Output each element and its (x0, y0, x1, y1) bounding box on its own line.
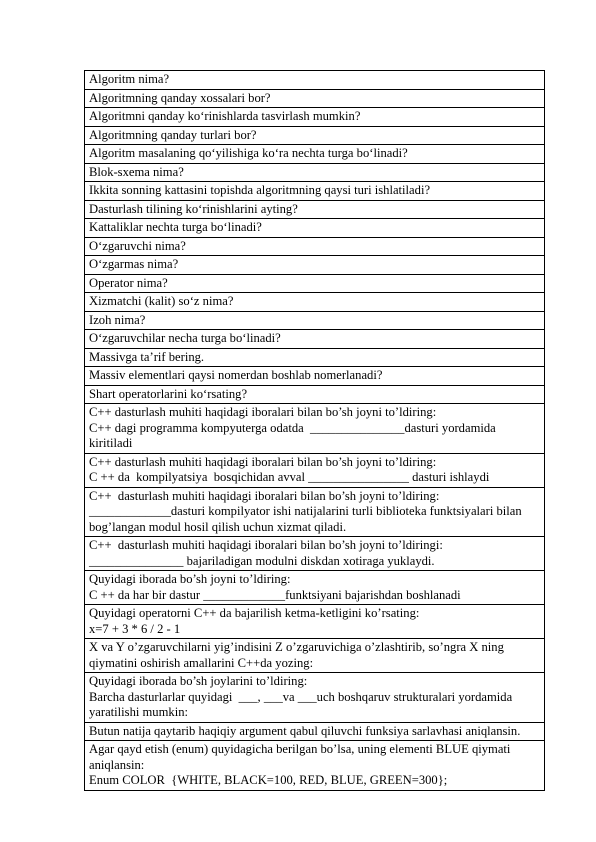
question-cell: Operator nima? (85, 274, 545, 293)
table-row (85, 71, 545, 90)
question-cell: Quyidagi operatorni C++ da bajarilish ketma-ketligini ko’rsating: x=7 + 3 * 6 / 2 - 1 (85, 605, 545, 639)
table-row (85, 348, 545, 367)
question-cell: Algoritmni qanday koʻrinishlarda tasvirlash mumkin? (85, 108, 545, 127)
table-row (85, 404, 545, 454)
question-cell: Xizmatchi (kalit) soʻz nima? (85, 293, 545, 312)
questions-table (84, 70, 545, 791)
table-row (85, 256, 545, 275)
question-cell: Dasturlash tilining koʻrinishlarini ayting? (85, 200, 545, 219)
table-row (85, 293, 545, 312)
table-row (85, 274, 545, 293)
question-cell: Agar qayd etish (enum) quyidagicha berilgan bo’lsa, uning elementi BLUE qiymati aniqlansin: Enum COLOR {WHITE, BLACK=100, RED, BLUE, GREEN=300}; (85, 741, 545, 791)
table-row (85, 237, 545, 256)
question-cell: X va Y o’zgaruvchilarni yig’indisini Z o’zgaruvichiga o’zlashtirib, so’ngra X ning qiymatini oshirish amallarini C++da yozing: (85, 639, 545, 673)
table-row (85, 367, 545, 386)
table-row (85, 605, 545, 639)
table-row (85, 673, 545, 723)
question-cell: Algoritmning qanday xossalari bor? (85, 89, 545, 108)
table-row (85, 385, 545, 404)
table-row (85, 741, 545, 791)
question-cell: Blok-sxema nima? (85, 163, 545, 182)
question-cell: Quyidagi iborada bo’sh joyni to’ldiring: C ++ da har bir dastur _____________funktsiyani bajarishdan boshlanadi (85, 571, 545, 605)
table-row (85, 639, 545, 673)
question-cell: C++ dasturlash muhiti haqidagi iboralari bilan bo’sh joyni to’ldiringi: _______________ bajariladigan modulni diskdan xotiraga yuklaydi. (85, 537, 545, 571)
table-row (85, 722, 545, 741)
question-cell: Butun natija qaytarib haqiqiy argument qabul qiluvchi funksiya sarlavhasi aniqlansin. (85, 722, 545, 741)
table-row (85, 453, 545, 487)
table-row (85, 89, 545, 108)
question-cell: Oʻzgaruvchi nima? (85, 237, 545, 256)
table-row (85, 537, 545, 571)
question-cell: Oʻzgaruvchilar necha turga boʻlinadi? (85, 330, 545, 349)
table-row (85, 200, 545, 219)
question-cell: Kattaliklar nechta turga boʻlinadi? (85, 219, 545, 238)
table-row (85, 108, 545, 127)
question-cell: Algoritmning qanday turlari bor? (85, 126, 545, 145)
question-cell: Ikkita sonning kattasini topishda algoritmning qaysi turi ishlatiladi? (85, 182, 545, 201)
question-cell: Massiv elementlari qaysi nomerdan boshlab nomerlanadi? (85, 367, 545, 386)
table-row (85, 182, 545, 201)
question-cell: Shart operatorlarini koʻrsating? (85, 385, 545, 404)
table-row (85, 311, 545, 330)
table-row (85, 126, 545, 145)
table-row (85, 330, 545, 349)
question-cell: C++ dasturlash muhiti haqidagi iboralari bilan bo’sh joyni to’ldiring: C++ dagi programma kompyuterga odatda _______________dasturi yordamida kiritiladi (85, 404, 545, 454)
question-cell: Algoritm masalaning qoʻyilishiga koʻra nechta turga boʻlinadi? (85, 145, 545, 164)
question-cell: C++ dasturlash muhiti haqidagi iboralari bilan bo’sh joyni to’ldiring: C ++ da kompilyatsiya bosqichidan avval ________________ dasturi ishlaydi (85, 453, 545, 487)
table-row (85, 163, 545, 182)
question-cell: Algoritm nima? (85, 71, 545, 90)
question-cell: Izoh nima? (85, 311, 545, 330)
table-row (85, 571, 545, 605)
question-cell: Oʻzgarmas nima? (85, 256, 545, 275)
table-row (85, 487, 545, 537)
question-cell: Quyidagi iborada bo’sh joylarini to’ldiring: Barcha dasturlarlar quyidagi ___, ___va ___uch boshqaruv strukturalari yordamida yaratilishi mumkin: (85, 673, 545, 723)
table-row (85, 219, 545, 238)
question-cell: C++ dasturlash muhiti haqidagi iboralari bilan bo’sh joyni to’ldiring: _____________dasturi kompilyator ishi natijalarini turli biblioteka funktsiyalari bilan bog’langan modul hosil qilish uchun xizmat qiladi. (85, 487, 545, 537)
questions-table-body (85, 71, 545, 791)
question-cell: Massivga taʼrif bering. (85, 348, 545, 367)
table-row (85, 145, 545, 164)
